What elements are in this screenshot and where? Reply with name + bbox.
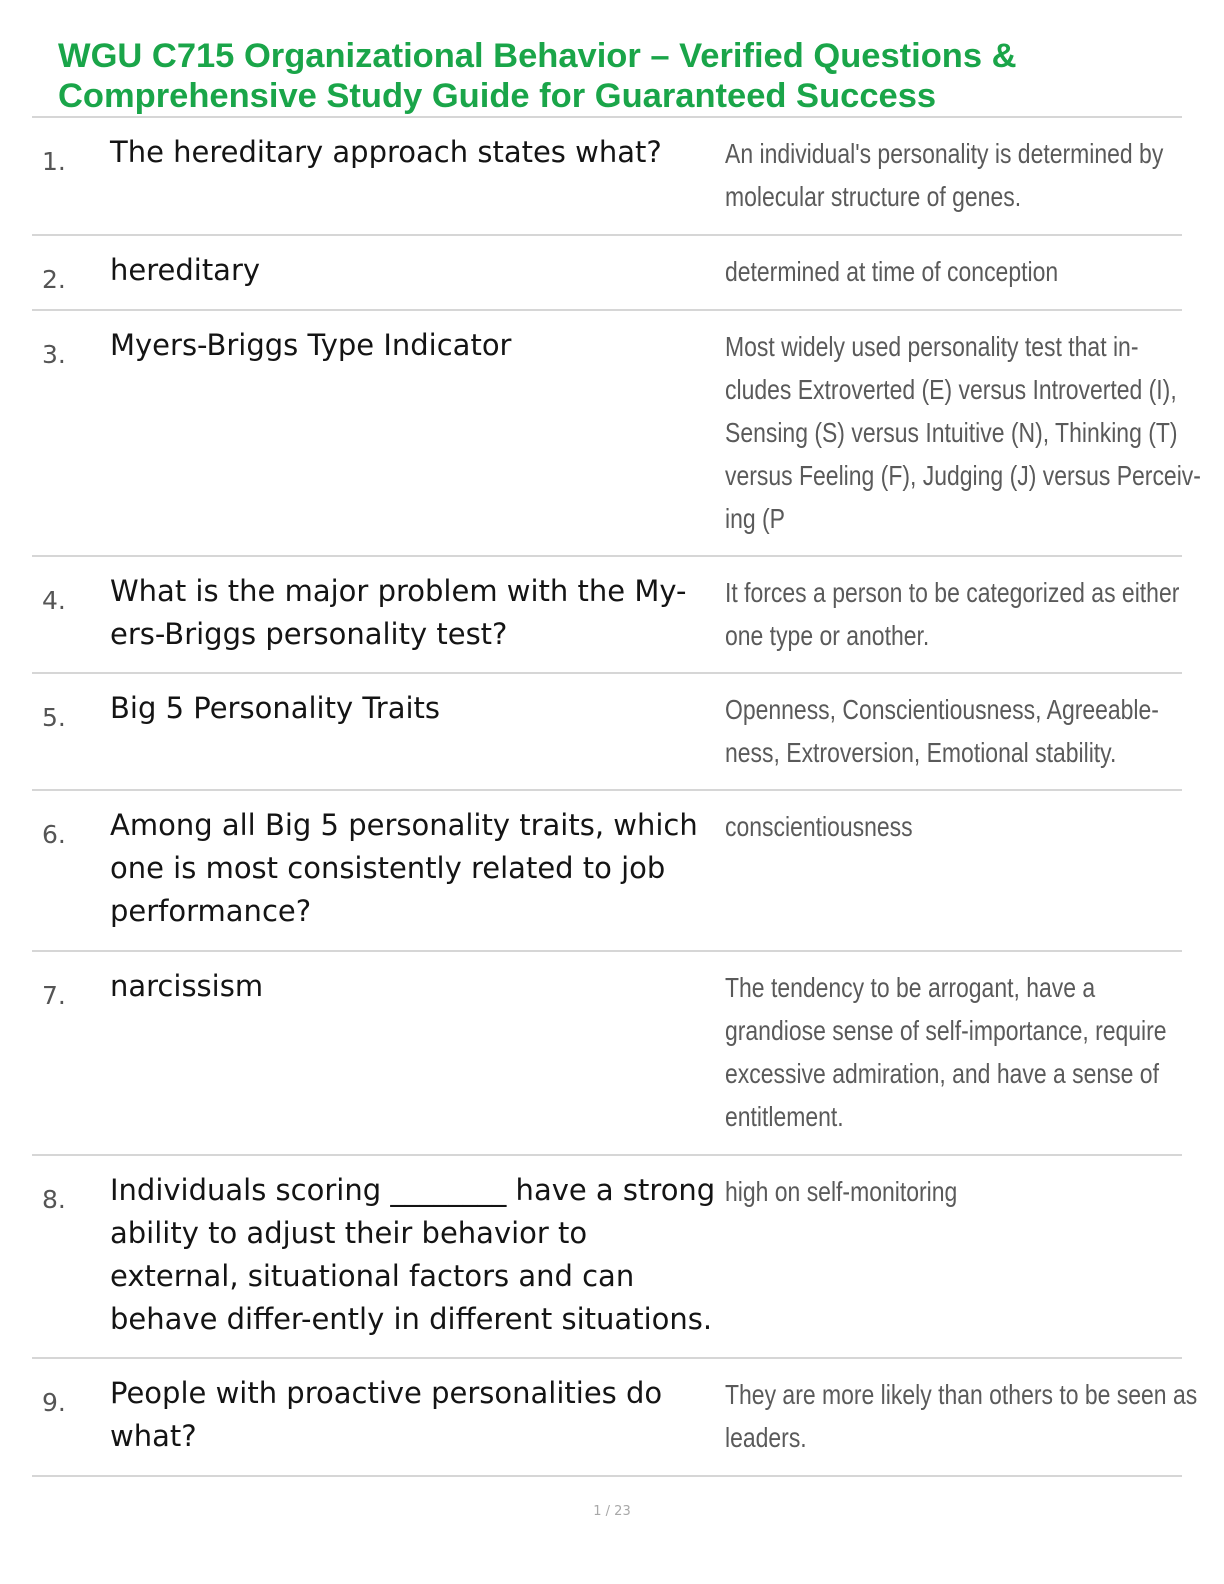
item-number: 6.: [42, 820, 66, 849]
item-question: Big 5 Personality Traits: [110, 691, 441, 725]
item-question: Myers-Briggs Type Indicator: [110, 328, 512, 362]
question-list: [32, 116, 1201, 1477]
item-answer: determined at time of conception: [725, 256, 1059, 287]
list-item: [32, 557, 1182, 674]
list-item: [32, 791, 1182, 952]
item-number: 2.: [42, 265, 66, 294]
list-item: [32, 311, 1201, 557]
page-title: WGU C715 Organizational Behavior – Verified Questions & Comprehensive Study Guide for Guaranteed Success: [58, 37, 1017, 115]
item-question: People with proactive personalities do what?: [110, 1376, 663, 1453]
item-number: 3.: [42, 340, 66, 369]
item-answer: They are more likely than others to be seen as leaders.: [725, 1379, 1198, 1453]
list-item: [32, 952, 1182, 1156]
item-answer: high on self-monitoring: [725, 1176, 958, 1207]
item-question: Among all Big 5 personality traits, which one is most consistently related to job performance?: [110, 808, 698, 928]
page-indicator: 1 / 23: [593, 1504, 631, 1519]
item-answer: It forces a person to be categorized as either one type or another.: [725, 577, 1180, 651]
item-question: The hereditary approach states what?: [110, 135, 662, 169]
item-number: 7.: [42, 981, 66, 1010]
item-question: Individuals scoring ________ have a strong ability to adjust their behavior to external, situational factors and can behave differ-ently in different situations.: [110, 1173, 716, 1336]
list-item: [32, 118, 1182, 236]
item-answer: Openness, Conscientiousness, Agreeable- ness, Extroversion, Emotional stability.: [725, 694, 1159, 768]
list-item: [32, 1156, 1182, 1359]
list-item: [32, 1359, 1198, 1477]
item-answer: Most widely used personality test that in- cludes Extroverted (E) versus Introverted (I), Sensing (S) versus Intuitive (N), Thinking (T) versus Feeling (F), Judging (J) versus Perceiv- ing (P: [725, 331, 1201, 534]
list-item: [32, 674, 1182, 791]
item-question: narcissism: [110, 969, 264, 1003]
item-question: hereditary: [110, 253, 261, 287]
item-number: 4.: [42, 586, 66, 615]
item-number: 8.: [42, 1185, 66, 1214]
list-item: [32, 236, 1182, 311]
item-number: 5.: [42, 703, 66, 732]
item-answer: An individual's personality is determined by molecular structure of genes.: [725, 138, 1164, 212]
item-number: 9.: [42, 1388, 66, 1417]
item-answer: The tendency to be arrogant, have a grandiose sense of self-importance, require excessive admiration, and have a sense of entitlement.: [725, 972, 1167, 1132]
item-question: What is the major problem with the My-ers-Briggs personality test?: [110, 574, 687, 651]
item-answer: conscientiousness: [725, 811, 913, 842]
item-number: 1.: [42, 147, 66, 176]
